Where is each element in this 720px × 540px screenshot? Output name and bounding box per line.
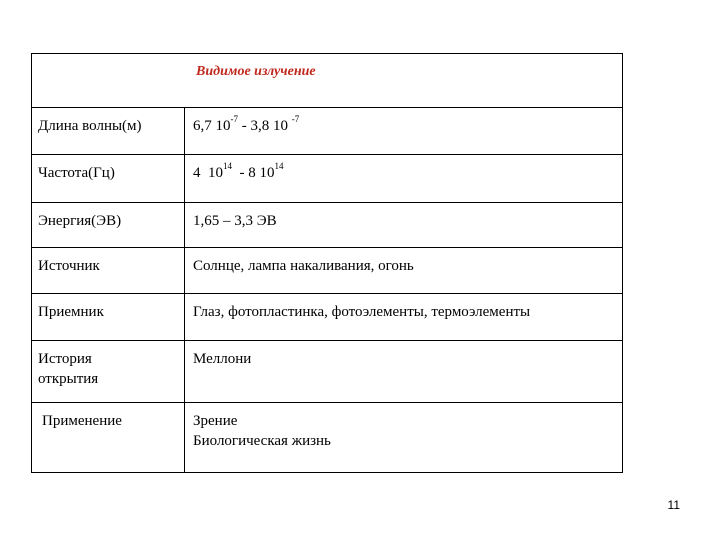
wavelength-value: 6,7 $10^{-7} - 3,8$ 10 $^{-7}$ bbox=[193, 114, 300, 134]
source-value: Солнце, лампа накаливания, огонь bbox=[193, 258, 414, 274]
discovery-value: Меллони bbox=[193, 351, 252, 367]
radiation-table bbox=[31, 53, 623, 473]
header-cell bbox=[32, 54, 623, 108]
row-label: Длина волны(м) bbox=[38, 118, 142, 134]
row-label: Энергия(ЭВ) bbox=[38, 213, 122, 229]
row-label: Приемник bbox=[38, 304, 104, 320]
row-label: Частота(Гц) bbox=[38, 165, 115, 181]
table-row bbox=[32, 341, 623, 403]
row-label: Источник bbox=[38, 258, 100, 274]
table-row bbox=[32, 108, 623, 155]
table-row bbox=[32, 155, 623, 203]
table-row bbox=[32, 248, 623, 294]
header-row bbox=[32, 54, 623, 108]
row-label: Применение bbox=[42, 413, 122, 429]
row-label: История открытия bbox=[38, 351, 99, 387]
table-row bbox=[32, 203, 623, 248]
table-row bbox=[32, 403, 623, 473]
page-number: 11 bbox=[667, 498, 680, 512]
energy-value: 1,65 – 3,3 ЭВ bbox=[193, 213, 277, 229]
frequency-value: 4 $10^{14} - 8$ $10^{14}$ bbox=[193, 161, 284, 181]
application-value: Зрение Биологическая жизнь bbox=[193, 413, 331, 449]
table-title: Видимое излучение bbox=[196, 64, 316, 79]
receiver-value: Глаз, фотопластинка, фотоэлементы, термоэлементы bbox=[193, 304, 531, 320]
table-row bbox=[32, 294, 623, 341]
